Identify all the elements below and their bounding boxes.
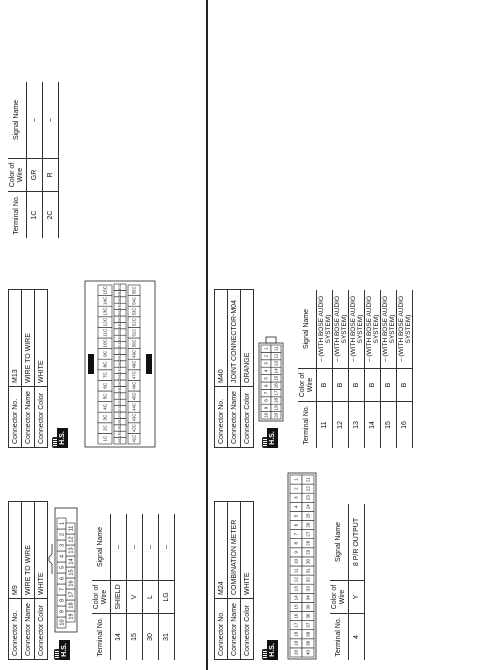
pin-number: 13C	[102, 307, 108, 316]
table-row	[111, 514, 127, 660]
pin-number: 3	[263, 362, 269, 365]
pin-number: 19	[293, 640, 299, 646]
signal-cell: – (WITH BOSE AUDIO SYSTEM)	[349, 290, 365, 369]
pin-number: 21C	[118, 405, 123, 412]
pin-number: 4	[59, 554, 66, 559]
terminal-cell: 13	[349, 402, 365, 449]
m24-connector-color: WHITE	[241, 502, 254, 599]
terminal-cell: 1C	[27, 192, 43, 239]
pin-number: 20	[293, 649, 299, 656]
terminal-cell: 12	[333, 402, 349, 449]
connector-latch	[266, 337, 276, 343]
wire-color-cell: GR	[27, 159, 43, 192]
m24-signal-table	[330, 504, 365, 660]
hs-icon	[54, 640, 70, 660]
pin-number: 22C	[118, 399, 123, 406]
table-row	[143, 514, 159, 660]
pin-number: 1	[263, 347, 269, 350]
pin-number: 14C	[102, 296, 108, 306]
m24-connector-name: COMBINATION METER	[228, 502, 241, 599]
col-color-of-wire: Color of Wire	[298, 369, 317, 402]
pin-number: 38C	[118, 296, 123, 304]
pin-number: 51C	[131, 328, 137, 337]
pin-number: 2	[263, 354, 269, 358]
pin-number: 30C	[118, 348, 123, 355]
hs-icon	[52, 428, 68, 448]
pin-number: 12C	[102, 317, 108, 327]
connector-latch	[49, 544, 52, 574]
pin-number: 2	[293, 487, 299, 490]
pin-number: 25	[305, 513, 311, 519]
col-color-of-wire: Color of Wire	[8, 159, 27, 192]
pin-number: 8	[263, 399, 269, 402]
pin-number: 36C	[118, 309, 123, 316]
col-color-of-wire: Color of Wire	[92, 581, 111, 614]
m13-connector-color: WHITE	[35, 290, 48, 387]
pin-number: 11	[293, 568, 299, 573]
pin-number: 5	[263, 377, 269, 380]
pin-number: 18	[273, 397, 279, 404]
pin-number: 18C	[118, 424, 123, 432]
section-divider	[206, 0, 208, 670]
pin-number: 20C	[118, 412, 123, 419]
pin-number: 14	[273, 368, 279, 374]
pin-number: 54C	[131, 297, 137, 305]
pin-number: 18	[68, 602, 75, 609]
signal-cell: –	[111, 514, 127, 581]
m9-signal-table	[92, 514, 175, 660]
pin-number: 11	[273, 346, 279, 352]
pin-number: 5	[293, 514, 299, 518]
pin-number: 16	[293, 613, 299, 619]
pin-number: 4	[293, 505, 299, 509]
label-connector-no: Connector No.	[9, 387, 22, 448]
pin-number: 28	[305, 540, 311, 546]
pin-number: 23C	[118, 392, 123, 400]
hs-icon	[262, 428, 278, 448]
pin-number: 24C	[118, 386, 123, 393]
pin-number: 33C	[118, 328, 123, 336]
pin-number: 42C	[131, 424, 137, 432]
label-connector-name: Connector Name	[228, 599, 241, 660]
label-connector-name: Connector Name	[22, 599, 35, 660]
table-row	[365, 290, 381, 448]
pin-number: 19	[273, 405, 279, 411]
terminal-cell: 14	[111, 614, 127, 661]
signal-cell: – (WITH BOSE AUDIO SYSTEM)	[317, 290, 333, 369]
terminal-cell: 30	[143, 614, 159, 661]
pin-number: 3C	[102, 414, 108, 421]
col-signal-name: Signal Name	[8, 82, 27, 159]
pin-number: 3	[59, 543, 66, 548]
wire-color-cell: V	[127, 581, 143, 614]
m9-connector-name: WIRE TO WIRE	[22, 502, 35, 599]
pin-number: 10C	[102, 339, 108, 348]
table-row	[317, 290, 333, 448]
signal-cell: 8 P/R OUTPUT	[349, 504, 365, 581]
m13-connector-name: WIRE TO WIRE	[22, 290, 35, 387]
connector-m13-header	[8, 289, 48, 448]
signal-cell: –	[27, 82, 43, 159]
connector-m9-header	[8, 501, 48, 660]
m24-connector-face	[286, 470, 320, 660]
signal-cell: –	[43, 82, 59, 159]
pin-number: 32C	[118, 335, 123, 342]
pin-number: 8	[59, 598, 66, 603]
table-row	[159, 514, 175, 660]
pin-number: 55C	[131, 286, 137, 295]
table-row	[397, 290, 413, 448]
pin-number: 14	[68, 558, 75, 565]
pin-number: 13	[273, 360, 279, 367]
pin-number: 52C	[131, 318, 137, 326]
hs-icon	[262, 640, 278, 660]
pin-number: 17	[293, 622, 299, 628]
pin-number: 1	[59, 521, 66, 526]
pin-number: 26C	[118, 373, 123, 380]
pin-number: 53C	[131, 307, 137, 316]
pin-number: 37C	[118, 303, 123, 310]
m40-connector-name: JOINT CONNECTOR-M04	[228, 290, 241, 387]
m40-connector-no: M40	[215, 290, 228, 387]
wire-color-cell: SHIELD	[111, 581, 127, 614]
pin-number: 29C	[118, 354, 123, 361]
pin-number: 32	[305, 577, 311, 583]
pin-number: 26	[305, 522, 311, 528]
pin-number: 34C	[118, 322, 123, 329]
terminal-cell: 15	[127, 614, 143, 661]
pin-number: 41C	[131, 434, 137, 443]
label-connector-no: Connector No.	[215, 387, 228, 448]
signal-cell: – (WITH BOSE AUDIO SYSTEM)	[381, 290, 397, 369]
label-connector-color: Connector Color	[241, 599, 254, 660]
pin-number: 15	[293, 604, 299, 610]
pin-number: 27	[305, 531, 311, 537]
pin-number: 6	[263, 384, 269, 387]
pin-number: 6	[293, 523, 299, 527]
wire-color-cell: B	[365, 369, 381, 402]
signal-cell: –	[143, 514, 159, 581]
pin-number: 11C	[102, 328, 108, 337]
pin-number: 48C	[131, 360, 137, 369]
wire-color-cell: B	[349, 369, 365, 402]
pin-number: 40C	[118, 284, 123, 291]
pin-number: 12	[273, 353, 279, 359]
pin-number: 2	[59, 532, 66, 537]
pin-number: 31C	[118, 341, 123, 348]
table-row	[127, 514, 143, 660]
pin-number: 33	[305, 586, 311, 592]
col-signal-name: Signal Name	[298, 290, 317, 369]
pin-number: 50C	[131, 339, 137, 348]
pin-number: 38	[305, 631, 311, 637]
pin-number: 18	[293, 631, 299, 637]
terminal-cell: 14	[365, 402, 381, 449]
pin-number: 17C	[118, 431, 123, 438]
pin-number: 12	[293, 577, 299, 583]
pin-number: 40	[305, 649, 311, 656]
pin-number: 7	[263, 391, 269, 395]
pin-number: 39	[305, 640, 311, 646]
signal-cell: –	[159, 514, 175, 581]
connector-m40-header	[214, 289, 254, 448]
wire-color-cell: L	[143, 581, 159, 614]
pin-number: 17	[68, 591, 75, 598]
pin-number: 25C	[118, 380, 123, 387]
wire-color-cell: LG	[159, 581, 175, 614]
pin-number: 8	[293, 541, 299, 545]
pin-number: 4C	[102, 403, 108, 410]
pin-number: 6C	[102, 382, 108, 389]
wire-color-cell: R	[43, 159, 59, 192]
wire-color-cell: B	[397, 369, 413, 402]
label-connector-name: Connector Name	[22, 387, 35, 448]
hs-label: H.S.	[267, 428, 278, 448]
pin-number: 35	[305, 604, 311, 610]
signal-cell: – (WITH BOSE AUDIO SYSTEM)	[365, 290, 381, 369]
pin-number: 13	[293, 586, 299, 592]
connector-m24-header	[214, 501, 254, 660]
hs-label: H.S.	[57, 428, 68, 448]
pin-number: 31	[305, 567, 311, 574]
table-row	[349, 290, 365, 448]
pin-number: 28C	[118, 360, 123, 368]
pin-number: 9	[293, 551, 299, 554]
m13-connector-no: M13	[9, 290, 22, 387]
pin-number: 5C	[102, 393, 108, 400]
pin-number: 9	[59, 609, 66, 614]
pin-number: 34	[305, 595, 311, 601]
signal-cell: – (WITH BOSE AUDIO SYSTEM)	[333, 290, 349, 369]
label-connector-color: Connector Color	[241, 387, 254, 448]
table-row	[381, 290, 397, 448]
pin-number: 7	[59, 587, 66, 592]
wire-color-cell: B	[317, 369, 333, 402]
terminal-cell: 11	[317, 402, 333, 449]
terminal-cell: 31	[159, 614, 175, 661]
m13-signal-table	[8, 82, 59, 238]
pin-number: 10	[263, 412, 269, 418]
pin-number: 9	[263, 406, 269, 410]
pin-number: 6	[59, 576, 66, 581]
table-row	[43, 82, 59, 238]
pin-number: 3	[293, 496, 299, 500]
pin-number: 11	[68, 525, 75, 532]
col-terminal-no: Terminal No.	[8, 192, 27, 239]
pin-number: 14	[293, 595, 299, 601]
pin-number: 8C	[102, 361, 108, 368]
m24-connector-no: M24	[215, 502, 228, 599]
pin-number: 7C	[102, 372, 108, 379]
label-connector-color: Connector Color	[35, 387, 48, 448]
pin-number: 15C	[102, 286, 108, 295]
pin-number: 1	[293, 478, 299, 481]
pin-number: 46C	[131, 381, 137, 390]
pin-number: 22	[305, 486, 311, 492]
pin-number: 36	[305, 613, 311, 619]
m9-connector-no: M9	[9, 502, 22, 599]
pin-number: 44C	[131, 403, 137, 411]
pin-number: 5	[59, 565, 66, 570]
connector-key	[146, 354, 152, 374]
pin-number: 45C	[131, 392, 137, 401]
pin-number: 27C	[118, 367, 123, 374]
pin-number: 49C	[131, 350, 137, 358]
pin-number: 37	[305, 622, 311, 628]
pin-number: 9C	[102, 350, 108, 357]
pin-number: 4	[263, 369, 269, 373]
wire-color-cell: B	[381, 369, 397, 402]
label-connector-no: Connector No.	[9, 599, 22, 660]
pin-number: 1C	[102, 435, 108, 442]
table-row	[349, 504, 365, 660]
pin-number: 19C	[118, 418, 123, 425]
m9-connector-color: WHITE	[35, 502, 48, 599]
pin-number: 10	[59, 619, 66, 626]
pin-number: 19	[68, 613, 75, 620]
label-connector-no: Connector No.	[215, 599, 228, 660]
signal-cell: –	[127, 514, 143, 581]
pin-number: 12	[68, 536, 75, 543]
wire-color-cell: Y	[349, 581, 365, 614]
m40-connector-face	[256, 332, 286, 422]
pin-number: 16C	[118, 437, 123, 444]
hs-label: H.S.	[59, 640, 70, 660]
pin-number: 39C	[118, 290, 123, 297]
connector-key	[88, 354, 94, 374]
pin-number: 20	[273, 412, 279, 418]
col-color-of-wire: Color of Wire	[330, 581, 349, 614]
pin-number: 21	[305, 476, 311, 483]
pin-number: 35C	[118, 316, 123, 323]
pin-number: 13	[68, 547, 75, 554]
pin-number: 23	[305, 495, 311, 501]
pin-number: 15	[68, 569, 75, 576]
m40-signal-table	[298, 290, 413, 448]
pin-number: 16	[68, 580, 75, 587]
terminal-cell: 15	[381, 402, 397, 449]
terminal-cell: 4	[349, 614, 365, 661]
table-row	[333, 290, 349, 448]
pin-number: 24	[305, 504, 311, 510]
pin-number: 7	[293, 532, 299, 536]
pin-number: 2C	[102, 425, 108, 432]
m9-connector-face	[48, 504, 82, 634]
wire-color-cell: B	[333, 369, 349, 402]
pin-number: 17	[273, 390, 279, 396]
col-terminal-no: Terminal No.	[92, 614, 111, 661]
pin-number: 43C	[131, 413, 137, 422]
hs-label: H.S.	[267, 640, 278, 660]
label-connector-name: Connector Name	[228, 387, 241, 448]
col-signal-name: Signal Name	[92, 514, 111, 581]
pin-number: 29	[305, 549, 311, 555]
table-row	[27, 82, 43, 238]
col-terminal-no: Terminal No.	[298, 402, 317, 449]
pin-number: 47C	[131, 371, 137, 379]
pin-number: 16	[273, 383, 279, 389]
terminal-cell: 16	[397, 402, 413, 449]
signal-cell: – (WITH BOSE AUDIO SYSTEM)	[397, 290, 413, 369]
terminal-cell: 2C	[43, 192, 59, 239]
pin-number: 15	[273, 375, 279, 381]
label-connector-color: Connector Color	[35, 599, 48, 660]
m13-connector-face	[84, 278, 158, 448]
col-terminal-no: Terminal No.	[330, 614, 349, 661]
pin-number: 10	[293, 558, 299, 565]
pin-number: 30	[305, 558, 311, 565]
m40-connector-color: ORANGE	[241, 290, 254, 387]
col-signal-name: Signal Name	[330, 504, 349, 581]
